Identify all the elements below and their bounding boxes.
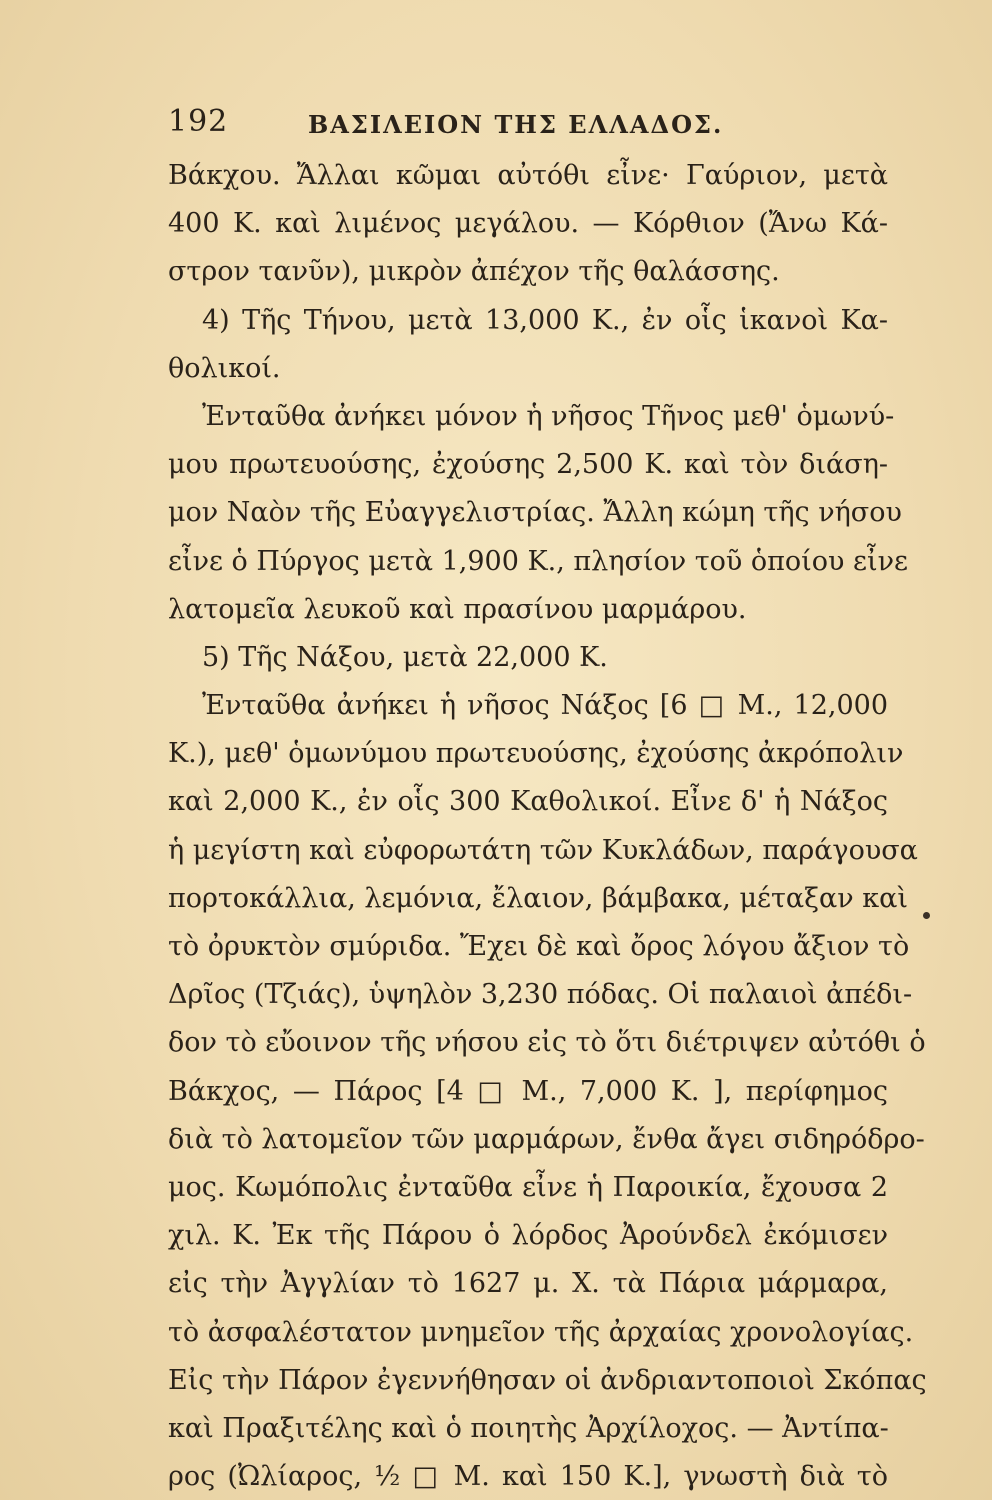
text-line: ἡ μεγίστη καὶ εὐφορωτάτη τῶν Κυκλάδων, παράγουσα (168, 834, 918, 866)
text-line: τὸ ὀρυκτὸν σμύριδα. Ἔχει δὲ καὶ ὄρος λόγου ἄξιον τὸ (168, 931, 910, 962)
text-line: Κ.), μεθ' ὁμωνύμου πρωτευούσης, ἐχούσης ἀκρόπολιν (168, 738, 904, 770)
text-line: δον τὸ εὔοινον τῆς νήσου εἰς τὸ ὅτι διέτριψεν αὐτόθι ὁ (168, 1027, 926, 1059)
ink-speck (923, 912, 930, 919)
text-line: στρον τανῦν), μικρὸν ἀπέχον τῆς θαλάσσης. (168, 256, 780, 288)
text-line: ρος (Ὠλίαρος, ½ □ Μ. καὶ 150 Κ.], γνωστὴ διὰ τὸ (168, 1461, 888, 1493)
text-line: Βάκχος, — Πάρος [4 □ Μ., 7,000 Κ. ], περίφημος (168, 1075, 888, 1107)
text-line: 5) Τῆς Νάξου, μετὰ 22,000 Κ. (202, 641, 608, 673)
text-line: 400 Κ. καὶ λιμένος μεγάλου. — Κόρθιον (Ἄνω Κά- (168, 208, 888, 240)
text-line: Δρῖος (Τζιάς), ὑψηλὸν 3,230 πόδας. Οἱ παλαιοὶ ἀπέδι- (168, 979, 913, 1011)
text-line: Εἰς τὴν Πάρον ἐγεννήθησαν οἱ ἀνδριαντοποιοὶ Σκόπας (168, 1364, 927, 1396)
text-line: εἰς τὴν Ἀγγλίαν τὸ 1627 μ. Χ. τὰ Πάρια μάρμαρα, (168, 1268, 888, 1300)
page-header (168, 96, 888, 152)
text-line: Ἐνταῦθα ἀνήκει μόνον ἡ νῆσος Τῆνος μεθ' ὁμωνύ- (202, 400, 895, 432)
text-line: λατομεῖα λευκοῦ καὶ πρασίνου μαρμάρου. (168, 593, 747, 625)
text-line: μου πρωτευούσης, ἐχούσης 2,500 Κ. καὶ τὸν διάση- (168, 449, 888, 481)
text-line: Βάκχου. Ἄλλαι κῶμαι αὐτόθι εἶνε· Γαύριον, μετὰ (168, 160, 888, 191)
text-line: εἶνε ὁ Πύργος μετὰ 1,900 Κ., πλησίον τοῦ ὁποίου εἶνε (168, 545, 908, 577)
page-number: 192 (168, 104, 229, 139)
text-line: διὰ τὸ λατομεῖον τῶν μαρμάρων, ἔνθα ἄγει σιδηρόδρο- (168, 1123, 925, 1155)
body-text (168, 152, 927, 1500)
text-line: καὶ 2,000 Κ., ἐν οἷς 300 Καθολικοί. Εἶνε δ' ἡ Νάξος (168, 786, 888, 818)
text-line: τὸ ἀσφαλέστατον μνημεῖον τῆς ἀρχαίας χρονολογίας. (168, 1316, 914, 1348)
text-line: μος. Κωμόπολις ἐνταῦθα εἶνε ἡ Παροικία, ἔχουσα 2 (168, 1171, 888, 1203)
text-line: Ἐνταῦθα ἀνήκει ἡ νῆσος Νάξος [6 □ Μ., 12,000 (202, 690, 888, 722)
text-line: μον Ναὸν τῆς Εὐαγγελιστρίας. Ἄλλη κώμη τῆς νήσου (168, 497, 902, 529)
text-line: καὶ Πραξιτέλης καὶ ὁ ποιητὴς Ἀρχίλοχος. — Ἀντίπα- (168, 1412, 889, 1444)
text-line: πορτοκάλλια, λεμόνια, ἔλαιον, βάμβακα, μέταξαν καὶ (168, 882, 908, 914)
text-line: θολικοί. (168, 352, 281, 384)
text-line: 4) Τῆς Τήνου, μετὰ 13,000 Κ., ἐν οἷς ἱκανοὶ Κα- (202, 304, 888, 336)
text-line: χιλ. Κ. Ἐκ τῆς Πάρου ὁ λόρδος Ἀρούνδελ ἐκόμισεν (168, 1220, 888, 1252)
running-title: ΒΑΣΙΛΕΙΟΝ ΤΗΣ ΕΛΛΑΔΟΣ. (308, 110, 724, 139)
